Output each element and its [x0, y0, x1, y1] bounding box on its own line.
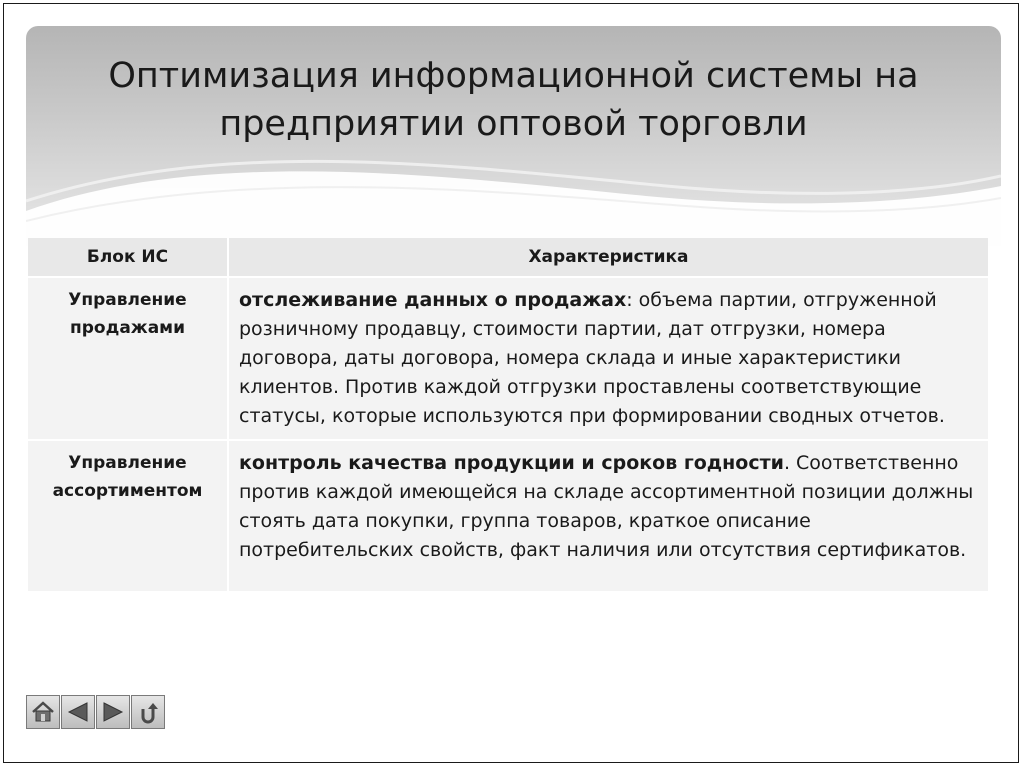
arrow-right-icon: [100, 700, 126, 724]
table-row: [28, 440, 988, 591]
page-title-line2: предприятии оптовой торговли: [219, 104, 808, 144]
arrow-left-icon: [65, 700, 91, 724]
description-keyword: отслеживание данных о продажах: [239, 289, 627, 311]
block-label-line1: Управление: [68, 453, 187, 473]
column-header-characteristic: Характеристика: [228, 238, 988, 277]
description-keyword: контроль качества продукции и сроков годности: [239, 452, 784, 474]
page-title-line1: Оптимизация информационной системы на: [108, 56, 919, 96]
home-button[interactable]: [26, 695, 60, 729]
block-cell: [28, 277, 228, 440]
description-text: : объема партии, отгруженной розничному продавцу, стоимости партии, дат отгрузки, номера договора, даты договора, номера склада и иные характеристики клиентов. Против каждой отгрузки проставлены соответствующие статусы, которые используются при формировании сводных отчетов.: [239, 289, 945, 427]
slide-navigation: [26, 695, 168, 733]
next-slide-button[interactable]: [96, 695, 130, 729]
previous-slide-button[interactable]: [61, 695, 95, 729]
description-cell: [228, 440, 988, 591]
block-label-line2: продажами: [70, 318, 185, 338]
description-text: . Соответственно против каждой имеющейся на складе ассортиментной позиции должны стоять дата покупки, группа товаров, краткое описание потребительских свойств, факт наличия или отсутствия сертификатов.: [239, 452, 974, 561]
table-header-row: [28, 238, 988, 277]
return-button[interactable]: [131, 695, 165, 729]
block-cell: [28, 440, 228, 591]
description-cell: [228, 277, 988, 440]
info-table: [28, 238, 988, 591]
return-icon: [135, 700, 161, 724]
block-label-line1: Управление: [68, 290, 187, 310]
page-title: [26, 52, 1001, 148]
home-icon: [30, 700, 56, 724]
block-label-line2: ассортиментом: [52, 481, 203, 501]
table-row: [28, 277, 988, 440]
column-header-block: Блок ИС: [28, 238, 228, 277]
